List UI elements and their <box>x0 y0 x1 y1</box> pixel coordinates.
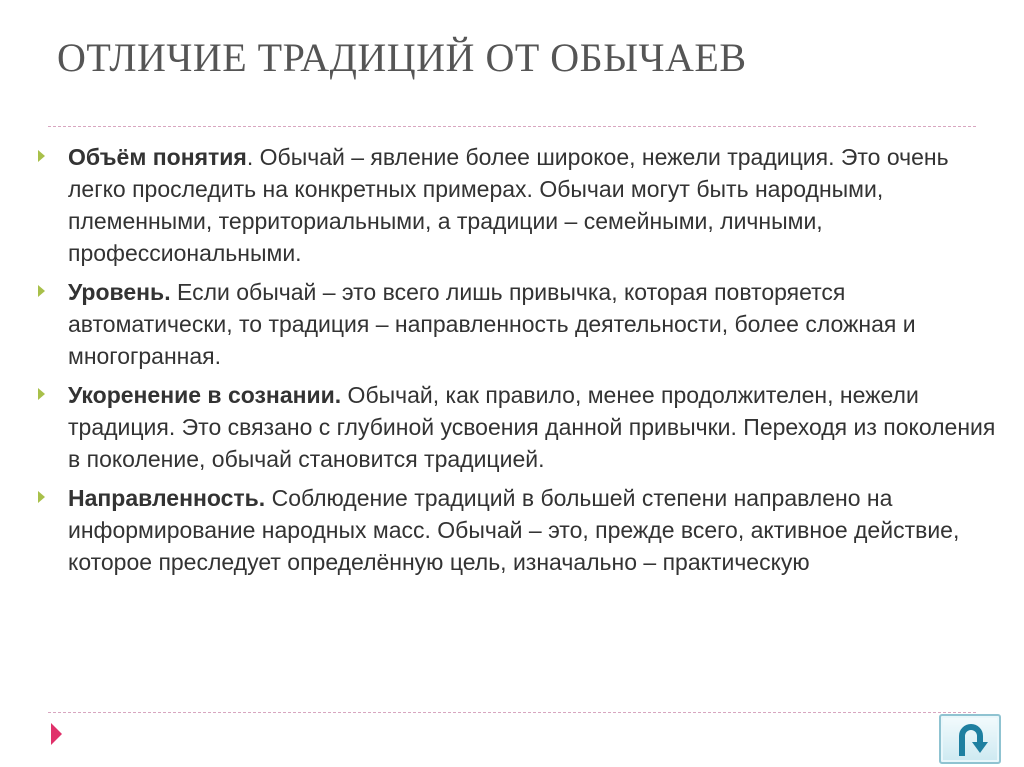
return-button[interactable] <box>939 714 1001 764</box>
bullet-marker-icon <box>38 150 45 162</box>
slide-title: ОТЛИЧИЕ ТРАДИЦИЙ ОТ ОБЫЧАЕВ <box>57 35 747 80</box>
bullet-item <box>38 141 998 269</box>
bullet-list <box>38 141 998 578</box>
bullet-marker-icon <box>38 388 45 400</box>
bullet-text: Соблюдение традиций в большей степени направлено на информирование народных масс. Обычай – это, прежде всего, активное действие, которое преследует определённую цель, изначально – практическую <box>68 485 960 575</box>
bottom-divider <box>48 712 976 713</box>
bullet-text: . Обычай – явление более широкое, нежели традиция. Это очень легко проследить на конкретных примерах. Обычаи могут быть народными, племенными, территориальными, а традиции – семейными, личными, профессиональными. <box>68 144 949 266</box>
bullet-text: Обычай, как правило, менее продолжителен, нежели традиция. Это связано с глубиной усвоения данной привычки. Переходя из поколения в поколение, обычай становится традицией. <box>68 382 996 472</box>
top-divider <box>48 126 976 127</box>
bullet-term: Направленность. <box>68 485 266 511</box>
u-turn-return-icon <box>952 722 992 758</box>
bullet-text: Если обычай – это всего лишь привычка, которая повторяется автоматически, то традиция – направленность деятельности, более сложная и многогранная. <box>68 279 916 369</box>
bullet-item <box>38 482 998 578</box>
bullet-term: Объём понятия <box>68 144 247 170</box>
bullet-term: Уровень. <box>68 279 171 305</box>
triangle-left-arrow-icon[interactable] <box>51 723 62 745</box>
bullet-term: Укоренение в сознании. <box>68 382 342 408</box>
bullet-marker-icon <box>38 285 45 297</box>
bullet-item <box>38 379 998 475</box>
bullet-marker-icon <box>38 491 45 503</box>
bullet-item <box>38 276 998 372</box>
